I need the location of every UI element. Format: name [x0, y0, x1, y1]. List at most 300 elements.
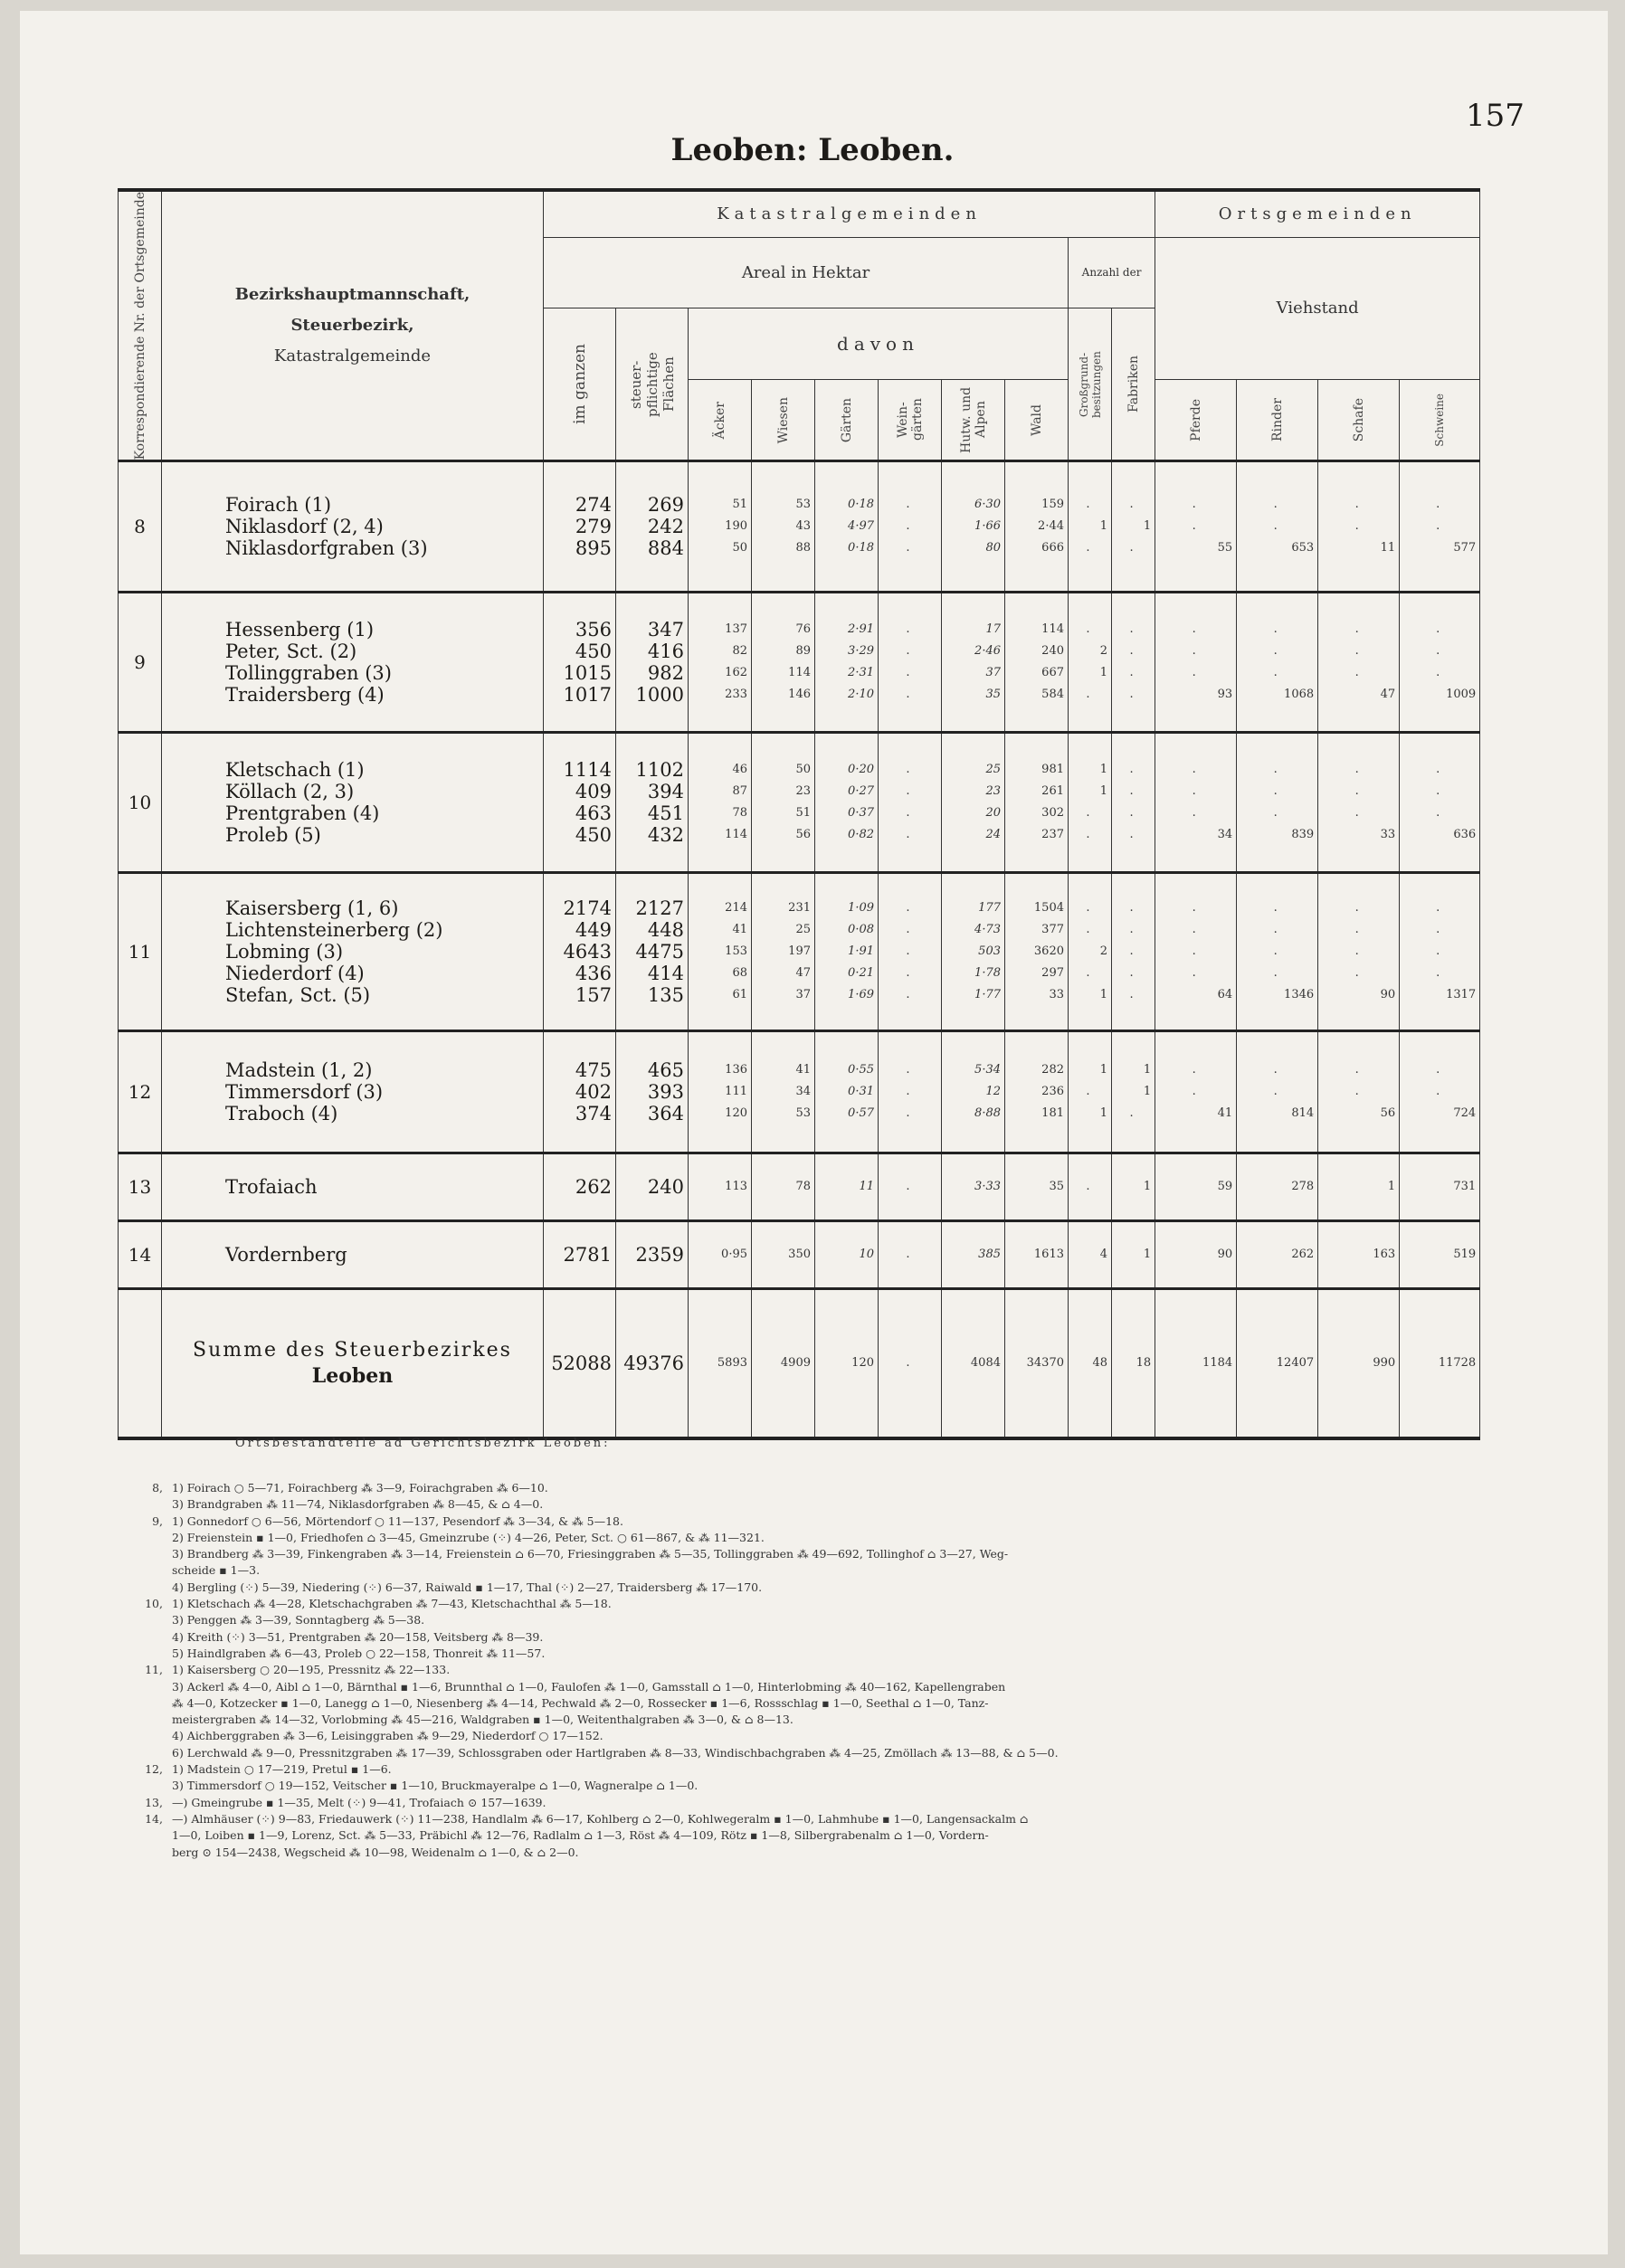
municipality-name: Hessenberg (1) — [225, 619, 375, 641]
municipality-names — [162, 1221, 544, 1289]
wiesen-cell — [752, 873, 815, 1031]
wein-cell — [879, 593, 942, 733]
steuer-value: 269 — [647, 494, 684, 517]
footnote-text: berg ⊙ 154—2438, Wegscheid ⁂ 10—98, Weidenalm ⌂ 1—0, & ⌂ 2—0. — [172, 1845, 579, 1859]
steuer-value: 448 — [647, 919, 684, 942]
schafe-cell — [1318, 1031, 1400, 1153]
rinder-value: 839 — [1291, 828, 1315, 842]
hutw-value: 25 — [985, 763, 1001, 777]
table-row — [119, 733, 1480, 873]
municipality-names — [162, 461, 544, 593]
acker-value: 51 — [732, 498, 747, 512]
gaerten-cell — [815, 873, 879, 1031]
pferde-value: . — [1192, 498, 1196, 512]
municipality-name: Köllach (2, 3) — [225, 781, 355, 803]
rinder-cell — [1237, 1031, 1318, 1153]
steuer-value: 465 — [647, 1059, 684, 1082]
schweine-value: 519 — [1453, 1248, 1477, 1262]
wald-value: 3620 — [1033, 944, 1064, 959]
wiesen-value: 34 — [795, 1085, 811, 1099]
ganzen-value: 450 — [575, 824, 612, 847]
pferde-value: 34 — [1217, 828, 1233, 842]
wiesen-value: 231 — [788, 901, 811, 916]
footnote-text: scheide ▪ 1—3. — [172, 1563, 261, 1578]
footnote-line — [118, 1562, 1479, 1579]
rinder-value: . — [1273, 901, 1278, 916]
footnote-line — [118, 1795, 1479, 1811]
acker-cell — [689, 1221, 752, 1289]
gaerten-value: 0·21 — [848, 966, 874, 981]
schweine-value: 636 — [1453, 828, 1477, 842]
municipality-name: Niklasdorf (2, 4) — [225, 516, 384, 538]
gaerten-value: 0·18 — [848, 541, 874, 555]
fabr-value: . — [1129, 763, 1134, 777]
gross-value: . — [1086, 498, 1090, 512]
wiesen-value: 41 — [795, 1063, 811, 1077]
pferde-value: . — [1192, 806, 1196, 821]
wald-header: Wald — [1005, 380, 1069, 461]
wein-value: . — [906, 1180, 910, 1194]
hutw-cell — [942, 593, 1005, 733]
schafe-value: 163 — [1373, 1248, 1396, 1262]
gaerten-value: 0·08 — [848, 923, 874, 937]
hutw-value: 5·34 — [974, 1063, 1001, 1077]
grossgrund-header: Großgrund- besitzungen — [1069, 308, 1112, 461]
municipality-name: Tollinggraben (3) — [225, 662, 392, 685]
wiesen-value: 56 — [795, 828, 811, 842]
gaerten-value: 3·29 — [848, 644, 874, 659]
rinder-value: . — [1273, 644, 1278, 659]
pferde-value: . — [1192, 923, 1196, 937]
acker-value: 162 — [725, 666, 747, 680]
wiesen-value: 50 — [795, 763, 811, 777]
gross-cell — [1069, 1153, 1112, 1221]
wald-value: 35 — [1049, 1180, 1064, 1194]
footnote-line — [118, 1712, 1479, 1728]
gross-cell — [1069, 461, 1112, 593]
wald-value: 302 — [1041, 806, 1064, 821]
wiesen-value: 197 — [788, 944, 811, 959]
rinder-value: . — [1273, 519, 1278, 534]
footnote-text: 3) Penggen ⁂ 3—39, Sonntagberg ⁂ 5—38. — [172, 1613, 425, 1627]
acker-value: 61 — [732, 988, 747, 1002]
gross-value: . — [1086, 901, 1090, 916]
wald-value: 237 — [1041, 828, 1064, 842]
rinder-value: 1068 — [1284, 688, 1315, 702]
gaerten-value: 0·82 — [848, 828, 874, 842]
schafe-cell — [1318, 1153, 1400, 1221]
gross-cell — [1069, 733, 1112, 873]
ganzen-cell — [544, 873, 616, 1031]
hutw-cell — [942, 873, 1005, 1031]
gross-value: . — [1086, 806, 1090, 821]
municipality-names — [162, 1153, 544, 1221]
footnote-line — [118, 1629, 1479, 1646]
fabr-cell — [1112, 1221, 1155, 1289]
hutw-value: 503 — [978, 944, 1001, 959]
schweine-value: . — [1436, 1085, 1440, 1099]
ganzen-cell — [544, 461, 616, 593]
pferde-cell — [1155, 461, 1237, 593]
ganzen-value: 157 — [575, 984, 612, 1007]
steuer-cell — [616, 461, 689, 593]
wein-value: . — [906, 1248, 910, 1262]
footnote-number: 11, — [145, 1663, 163, 1677]
schweine-value: . — [1436, 666, 1440, 680]
ganzen-value: 262 — [575, 1176, 612, 1199]
wald-value: 236 — [1041, 1085, 1064, 1099]
gaerten-value: 1·09 — [848, 901, 874, 916]
hutw-value: 4·73 — [974, 923, 1001, 937]
municipality-name: Lobming (3) — [225, 941, 344, 963]
footnote-number — [118, 1612, 172, 1628]
wiesen-cell — [752, 1221, 815, 1289]
footnote-line — [118, 1827, 1479, 1844]
footnote-text: 1) Kaisersberg ○ 20—195, Pressnitz ⁂ 22—133. — [172, 1663, 451, 1677]
table-row — [119, 461, 1480, 593]
wiesen-value: 53 — [795, 498, 811, 512]
gaerten-cell — [815, 461, 879, 593]
schafe-value: . — [1354, 644, 1359, 659]
footnote-number — [118, 1546, 172, 1562]
schafe-value: . — [1354, 901, 1359, 916]
wein-value: . — [906, 784, 910, 799]
pferde-value: . — [1192, 644, 1196, 659]
schafe-value: . — [1354, 1085, 1359, 1099]
fabr-value: . — [1129, 784, 1134, 799]
wald-cell — [1005, 873, 1069, 1031]
hutw-value: 6·30 — [974, 498, 1001, 512]
fabr-value: . — [1129, 944, 1134, 959]
acker-value: 137 — [725, 622, 747, 637]
wald-cell — [1005, 1153, 1069, 1221]
acker-value: 0·95 — [721, 1248, 747, 1262]
kat-group-header: Katastralgemeinden — [544, 190, 1155, 237]
schafe-value: . — [1354, 966, 1359, 981]
footnote-line — [118, 1480, 1479, 1496]
municipality-name: Trofaiach — [225, 1176, 318, 1199]
wald-value: 666 — [1041, 541, 1064, 555]
gross-value: 1 — [1099, 988, 1107, 1002]
schafe-cell — [1318, 461, 1400, 593]
acker-value: 114 — [725, 828, 747, 842]
gross-value: 1 — [1099, 1106, 1107, 1121]
wein-value: . — [906, 519, 910, 534]
wald-cell — [1005, 461, 1069, 593]
pferde-value: . — [1192, 666, 1196, 680]
schweine-header: Schweine — [1400, 380, 1480, 461]
group-number: 13 — [119, 1153, 162, 1221]
hutw-cell — [942, 1153, 1005, 1221]
pferde-cell — [1155, 593, 1237, 733]
municipality-name: Peter, Sct. (2) — [225, 641, 357, 663]
schweine-cell — [1400, 1221, 1480, 1289]
footnote-number — [118, 1728, 172, 1744]
fabr-value: . — [1129, 988, 1134, 1002]
gross-value: . — [1086, 828, 1090, 842]
schweine-value: . — [1436, 923, 1440, 937]
areal-header: Areal in Hektar — [544, 237, 1069, 308]
footnote-number — [118, 1845, 172, 1861]
wein-value: . — [906, 1085, 910, 1099]
hutw-cell — [942, 1221, 1005, 1289]
gross-value: 1 — [1099, 763, 1107, 777]
pferde-value: 93 — [1217, 688, 1233, 702]
gaerten-cell — [815, 1031, 879, 1153]
pferde-cell — [1155, 1031, 1237, 1153]
footnote-line — [118, 1845, 1479, 1861]
wein-value: . — [906, 806, 910, 821]
footnote-text: meistergraben ⁂ 14—32, Vorlobming ⁂ 45—216, Waldgraben ▪ 1—0, Weitenthalgraben ⁂ 3—0, & ⌂ 8—13. — [172, 1713, 793, 1727]
schafe-value: . — [1354, 806, 1359, 821]
fabr-value: 1 — [1143, 1248, 1152, 1262]
schweine-cell — [1400, 873, 1480, 1031]
hutw-value: 3·33 — [974, 1180, 1001, 1194]
footnote-line — [118, 1646, 1479, 1662]
wein-value: . — [906, 988, 910, 1002]
fabr-cell — [1112, 461, 1155, 593]
fabr-cell — [1112, 1153, 1155, 1221]
hutw-value: 80 — [985, 541, 1001, 555]
pferde-cell — [1155, 1153, 1237, 1221]
wald-value: 584 — [1041, 688, 1064, 702]
fabr-cell — [1112, 733, 1155, 873]
footnote-number — [118, 1745, 172, 1761]
ganzen-value: 2781 — [563, 1244, 612, 1267]
fabr-value: . — [1129, 923, 1134, 937]
steuer-value: 135 — [647, 984, 684, 1007]
hutw-value: 20 — [985, 806, 1001, 821]
gaerten-value: 2·10 — [848, 688, 874, 702]
pferde-cell — [1155, 873, 1237, 1031]
steuer-value: 240 — [647, 1176, 684, 1199]
acker-value: 153 — [725, 944, 747, 959]
fabr-value: . — [1129, 541, 1134, 555]
gaerten-cell — [815, 1221, 879, 1289]
footnote-line — [118, 1496, 1479, 1513]
fabr-value: . — [1129, 688, 1134, 702]
municipality-name: Niklasdorfgraben (3) — [225, 537, 428, 560]
group-number: 11 — [119, 873, 162, 1031]
pferde-value: . — [1192, 519, 1196, 534]
wiesen-value: 114 — [788, 666, 811, 680]
gross-value: . — [1086, 923, 1090, 937]
pferde-cell — [1155, 1221, 1237, 1289]
steuer-cell — [616, 1153, 689, 1221]
wein-cell — [879, 1221, 942, 1289]
wiesen-value: 37 — [795, 988, 811, 1002]
steuerpflichtig-header: steuer- pflichtige Flächen — [616, 308, 689, 461]
ganzen-cell — [544, 1031, 616, 1153]
municipality-name: Lichtensteinerberg (2) — [225, 919, 443, 942]
schweine-cell — [1400, 733, 1480, 873]
pferde-value: . — [1192, 1085, 1196, 1099]
wiesen-value: 78 — [795, 1180, 811, 1194]
ganzen-value: 356 — [575, 619, 612, 641]
wald-value: 33 — [1049, 988, 1064, 1002]
wiesen-cell — [752, 593, 815, 733]
gross-value: . — [1086, 688, 1090, 702]
acker-value: 136 — [725, 1063, 747, 1077]
acker-value: 50 — [732, 541, 747, 555]
schafe-value: . — [1354, 666, 1359, 680]
steuer-value: 347 — [647, 619, 684, 641]
hutw-value: 8·88 — [974, 1106, 1001, 1121]
wiesen-cell — [752, 1031, 815, 1153]
footnote-number: 12, — [145, 1762, 163, 1777]
hutw-value: 1·77 — [974, 988, 1001, 1002]
wald-value: 667 — [1041, 666, 1064, 680]
schweine-value: 731 — [1453, 1180, 1477, 1194]
acker-value: 113 — [725, 1180, 747, 1194]
schweine-value: . — [1436, 944, 1440, 959]
page-number: 157 — [1466, 98, 1525, 134]
wiesen-cell — [752, 461, 815, 593]
ganzen-value: 449 — [575, 919, 612, 942]
schweine-value: . — [1436, 901, 1440, 916]
footnote-text: 3) Ackerl ⁂ 4—0, Aibl ⌂ 1—0, Bärnthal ▪ 1—6, Brunnthal ⌂ 1—0, Faulofen ⁂ 1—0, Gamsstall ⌂ 1—0, Hinterlobming ⁂ 40—162, Kapellengraben — [172, 1679, 1006, 1694]
ganzen-value: 274 — [575, 494, 612, 517]
footnote-number: 10, — [145, 1597, 163, 1611]
rinder-cell — [1237, 461, 1318, 593]
schafe-cell — [1318, 1221, 1400, 1289]
fabr-value: 1 — [1143, 1063, 1152, 1077]
rinder-cell — [1237, 593, 1318, 733]
municipality-name: Traboch (4) — [225, 1103, 338, 1125]
footnote-text: 3) Timmersdorf ○ 19—152, Veitscher ▪ 1—10, Bruckmayeralpe ⌂ 1—0, Wagneralpe ⌂ 1—0. — [172, 1779, 698, 1793]
schafe-value: . — [1354, 622, 1359, 637]
gaerten-cell — [815, 1153, 879, 1221]
acker-value: 82 — [732, 644, 747, 659]
acker-cell — [689, 461, 752, 593]
schafe-value: 11 — [1380, 541, 1396, 555]
municipality-name: Vordernberg — [225, 1244, 347, 1267]
hutw-value: 37 — [985, 666, 1001, 680]
ganzen-value: 2174 — [563, 897, 612, 920]
gaerten-value: 0·37 — [848, 806, 874, 821]
rinder-value: . — [1273, 944, 1278, 959]
pferde-value: . — [1192, 1063, 1196, 1077]
schweine-cell — [1400, 593, 1480, 733]
footnote-line — [118, 1761, 1479, 1778]
footnote-text: 4) Aichberggraben ⁂ 3—6, Leisinggraben ⁂ 9—29, Niederdorf ○ 17—152. — [172, 1729, 603, 1743]
wein-cell — [879, 733, 942, 873]
fabr-value: . — [1129, 1106, 1134, 1121]
footnote-text: 3) Brandberg ⁂ 3—39, Finkengraben ⁂ 3—14, Freienstein ⌂ 6—70, Friesinggraben ⁂ 5—35, Tollinggraben ⁂ 49—692, Tollinghof ⌂ 3—27, Weg- — [172, 1547, 1009, 1561]
pferde-value: 55 — [1217, 541, 1233, 555]
rinder-value: . — [1273, 806, 1278, 821]
table-row — [119, 1153, 1480, 1221]
summary-row: Summe des Steuerbezirkes Leoben 52088 49376 5893 4909 120 . 4084 34370 48 18 1184 12407 990 11728 — [119, 1289, 1480, 1438]
ganzen-cell — [544, 1153, 616, 1221]
footnote-number — [118, 1827, 172, 1844]
davon-header: davon — [689, 308, 1069, 380]
pferde-value: . — [1192, 622, 1196, 637]
wein-cell — [879, 1031, 942, 1153]
summary-label: Summe des Steuerbezirkes Leoben — [162, 1289, 544, 1438]
footnote-line — [118, 1596, 1479, 1612]
footnote-number — [118, 1646, 172, 1662]
steuer-cell — [616, 593, 689, 733]
ganzen-value: 436 — [575, 963, 612, 985]
footnote-number — [118, 1679, 172, 1695]
schweine-cell — [1400, 1153, 1480, 1221]
ganzen-cell — [544, 593, 616, 733]
district-header: Bezirkshauptmannschaft, Steuerbezirk, Katastralgemeinde — [162, 190, 544, 461]
schafe-value: . — [1354, 944, 1359, 959]
schweine-value: . — [1436, 806, 1440, 821]
municipality-name: Prentgraben (4) — [225, 802, 380, 825]
wein-value: . — [906, 498, 910, 512]
footnote-number — [118, 1580, 172, 1596]
pferde-cell — [1155, 733, 1237, 873]
rinder-value: . — [1273, 763, 1278, 777]
rinder-cell — [1237, 873, 1318, 1031]
municipality-name: Timmersdorf (3) — [225, 1081, 384, 1104]
fabr-value: . — [1129, 901, 1134, 916]
steuer-cell — [616, 873, 689, 1031]
acker-cell — [689, 873, 752, 1031]
steuer-value: 451 — [647, 802, 684, 825]
steuer-value: 364 — [647, 1103, 684, 1125]
steuer-cell — [616, 1221, 689, 1289]
im-ganzen-header: im ganzen — [544, 308, 616, 461]
hutw-header: Hutw. und Alpen — [942, 380, 1005, 461]
gross-value: 2 — [1099, 644, 1107, 659]
group-number: 8 — [119, 461, 162, 593]
wein-value: . — [906, 966, 910, 981]
municipality-names — [162, 733, 544, 873]
pferde-value: . — [1192, 763, 1196, 777]
footnote-number — [118, 1712, 172, 1728]
acker-cell — [689, 1153, 752, 1221]
schweine-value: . — [1436, 763, 1440, 777]
footnote-line — [118, 1778, 1479, 1794]
footnote-number: 13, — [145, 1795, 163, 1809]
wein-value: . — [906, 763, 910, 777]
rinder-value: . — [1273, 966, 1278, 981]
wald-value: 377 — [1041, 923, 1064, 937]
gaerten-value: 2·31 — [848, 666, 874, 680]
hutw-value: 35 — [985, 688, 1001, 702]
acker-value: 111 — [725, 1085, 747, 1099]
gaerten-value: 0·57 — [848, 1106, 874, 1121]
wald-cell — [1005, 733, 1069, 873]
hutw-value: 17 — [985, 622, 1001, 637]
wein-value: . — [906, 644, 910, 659]
pferde-value: . — [1192, 966, 1196, 981]
gaerten-cell — [815, 593, 879, 733]
municipality-names — [162, 593, 544, 733]
steuer-value: 432 — [647, 824, 684, 847]
municipality-name: Madstein (1, 2) — [225, 1059, 373, 1082]
rinder-value: . — [1273, 498, 1278, 512]
wald-value: 297 — [1041, 966, 1064, 981]
gross-value: 4 — [1099, 1248, 1107, 1262]
hutw-value: 2·46 — [974, 644, 1001, 659]
pferde-value: 59 — [1217, 1180, 1233, 1194]
footnote-number — [118, 1496, 172, 1513]
gross-value: 2 — [1099, 944, 1107, 959]
ganzen-value: 409 — [575, 781, 612, 803]
municipality-names — [162, 1031, 544, 1153]
gross-value: . — [1086, 622, 1090, 637]
fabr-cell — [1112, 593, 1155, 733]
wald-value: 114 — [1041, 622, 1064, 637]
municipality-name: Stefan, Sct. (5) — [225, 984, 371, 1007]
footnote-number: 14, — [145, 1811, 163, 1826]
hutw-value: 1·66 — [974, 519, 1001, 534]
